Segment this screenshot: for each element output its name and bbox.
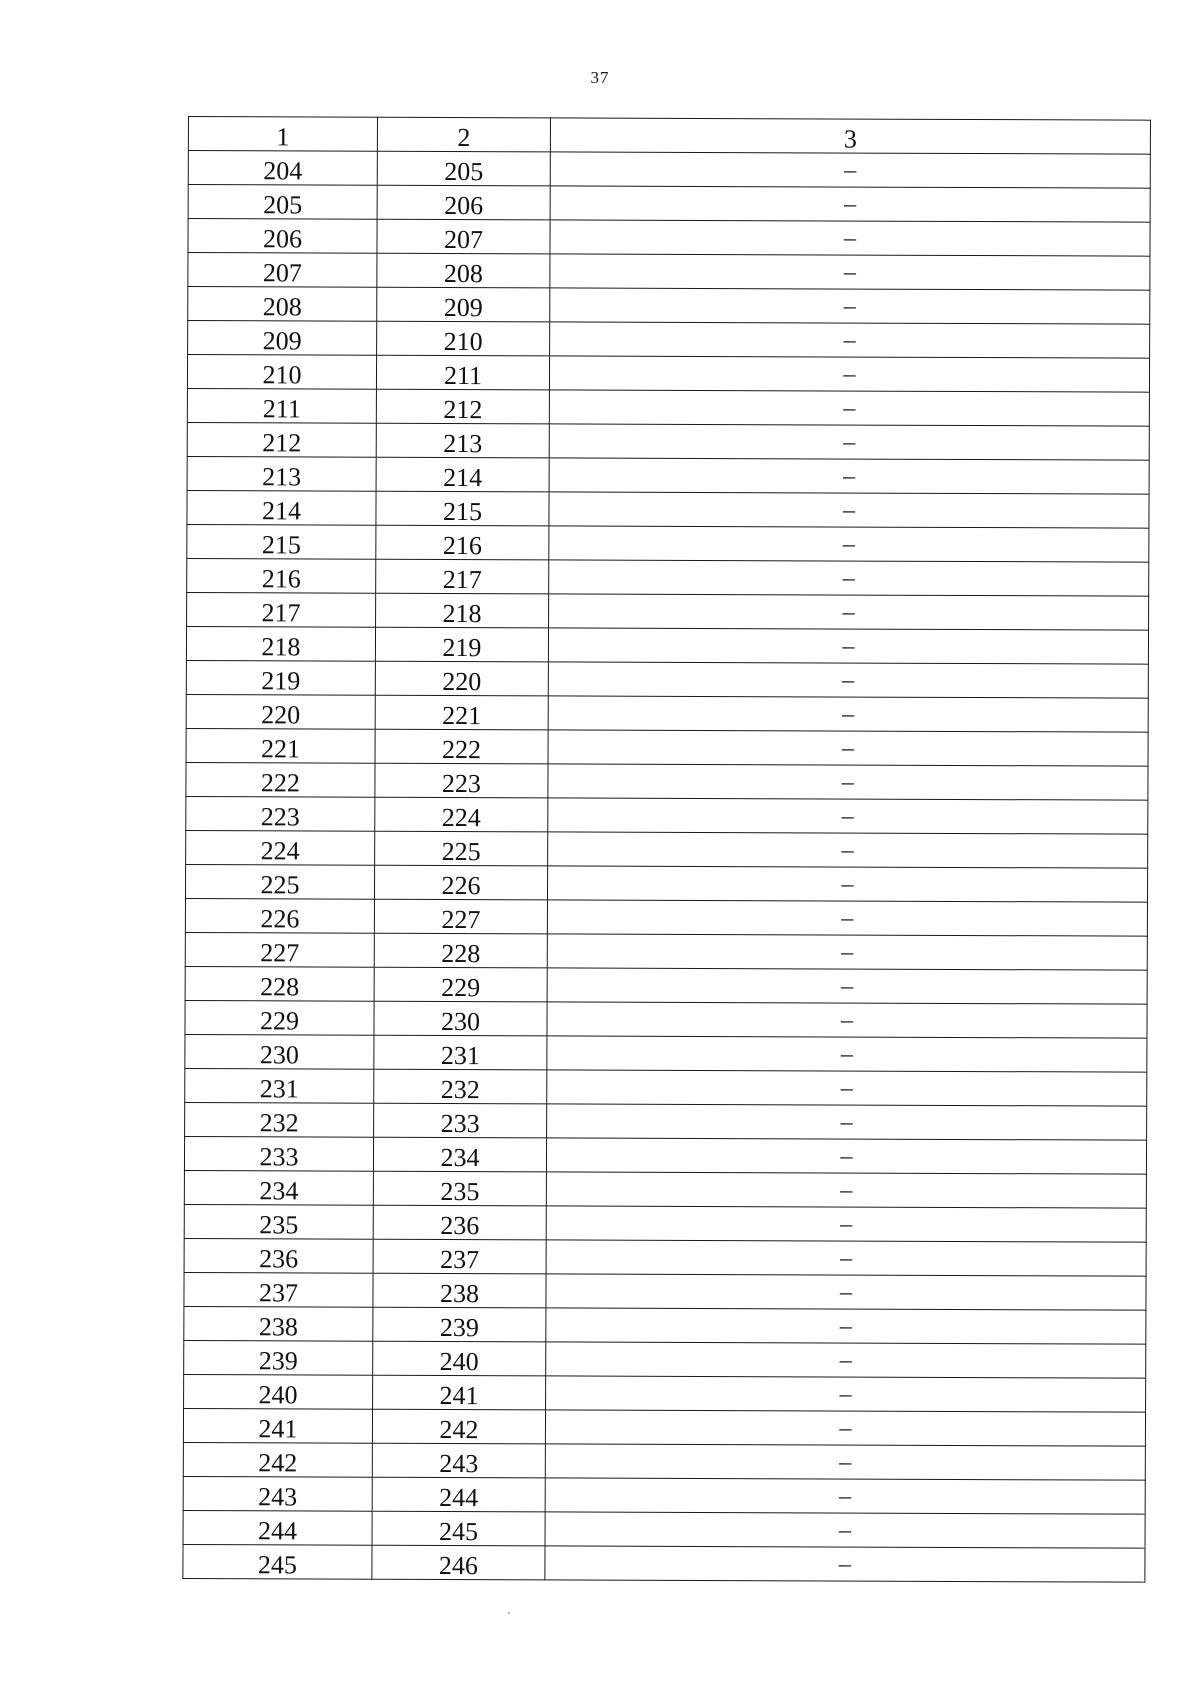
table-cell-value: –: [546, 1206, 1146, 1242]
table-cell-number: 233: [374, 1103, 547, 1138]
table-row: [187, 490, 1149, 528]
table-cell-number: 231: [185, 1068, 374, 1103]
table-row: [187, 558, 1149, 596]
table-cell-value: –: [548, 798, 1148, 834]
table-cell-value: –: [548, 662, 1148, 698]
table-row: [183, 1544, 1145, 1582]
column-header: 2: [377, 117, 550, 152]
table-cell-value: –: [545, 1410, 1145, 1446]
table-cell-number: 215: [187, 524, 376, 559]
page-number: 37: [590, 68, 610, 87]
table-row: [187, 422, 1149, 460]
table-cell-number: 236: [184, 1238, 373, 1273]
table-cell-number: 230: [185, 1034, 374, 1069]
table-cell-number: 211: [376, 355, 549, 390]
table-cell-number: 206: [377, 185, 550, 220]
table-row: [186, 796, 1148, 834]
table-row: [183, 1510, 1145, 1548]
table-row: [188, 185, 1150, 223]
table-row: [186, 728, 1148, 766]
table-row: [184, 1306, 1146, 1344]
table-cell-number: 211: [187, 388, 376, 423]
table-cell-number: 218: [376, 593, 549, 628]
table-cell-value: –: [547, 866, 1147, 902]
table-cell-number: 209: [377, 287, 550, 322]
table-cell-value: –: [549, 492, 1149, 528]
table-row: [187, 456, 1149, 494]
table-cell-number: 223: [186, 796, 375, 831]
table-cell-value: –: [550, 322, 1150, 358]
table-row: [185, 1102, 1147, 1140]
table-row: [185, 932, 1147, 970]
table-row: [184, 1374, 1146, 1412]
table-cell-value: –: [545, 1546, 1145, 1582]
table-cell-number: 237: [373, 1239, 546, 1274]
table-row: [184, 1204, 1146, 1242]
table-cell-number: 226: [185, 898, 374, 933]
table-cell-value: –: [549, 356, 1149, 392]
table-cell-value: –: [549, 390, 1149, 426]
table-cell-number: 210: [377, 321, 550, 356]
table-row: [186, 626, 1148, 664]
table-cell-number: 231: [374, 1035, 547, 1070]
table-cell-number: 223: [375, 763, 548, 798]
table-cell-number: 233: [184, 1136, 373, 1171]
table-cell-number: 239: [373, 1307, 546, 1342]
table-cell-number: 232: [374, 1069, 547, 1104]
table-cell-value: –: [549, 560, 1149, 596]
table-cell-value: –: [546, 1376, 1146, 1412]
table-cell-number: 241: [183, 1408, 372, 1443]
table-cell-value: –: [550, 288, 1150, 324]
table-cell-value: –: [547, 1002, 1147, 1038]
table-cell-number: 214: [376, 457, 549, 492]
table-cell-number: 245: [372, 1511, 545, 1546]
table-cell-value: –: [550, 152, 1150, 188]
table-cell-value: –: [547, 934, 1147, 970]
table-row: [183, 1442, 1145, 1480]
table-cell-value: –: [549, 594, 1149, 630]
column-header: 3: [550, 118, 1150, 154]
table-row: [184, 1238, 1146, 1276]
table-cell-number: 222: [375, 729, 548, 764]
table-cell-value: –: [546, 1172, 1146, 1208]
table-cell-number: 234: [373, 1137, 546, 1172]
table-cell-number: 216: [376, 525, 549, 560]
table-row: [187, 592, 1149, 630]
table-cell-number: 208: [377, 253, 550, 288]
table-row: [188, 321, 1150, 359]
table-row: [186, 830, 1148, 868]
table-cell-number: 219: [186, 660, 375, 695]
data-table: [182, 116, 1151, 1583]
table-cell-number: 221: [375, 695, 548, 730]
table-cell-number: 227: [185, 932, 374, 967]
table-cell-number: 246: [372, 1545, 545, 1580]
table-cell-value: –: [546, 1308, 1146, 1344]
table-header-row: [188, 117, 1150, 155]
table-row: [186, 660, 1148, 698]
table-cell-number: 208: [188, 287, 377, 322]
table-row: [184, 1272, 1146, 1310]
table-cell-number: 209: [188, 321, 377, 356]
table-cell-number: 213: [376, 423, 549, 458]
table-row: [186, 762, 1148, 800]
table-cell-value: –: [547, 968, 1147, 1004]
table-row: [185, 1034, 1147, 1072]
table-cell-value: –: [549, 526, 1149, 562]
table-cell-value: –: [546, 1138, 1146, 1174]
table-row: [183, 1476, 1145, 1514]
table-cell-number: 245: [183, 1544, 372, 1579]
table-cell-value: –: [547, 900, 1147, 936]
table-row: [184, 1136, 1146, 1174]
table-cell-number: 229: [374, 967, 547, 1002]
table-row: [186, 694, 1148, 732]
table-cell-number: 210: [187, 355, 376, 390]
table-cell-number: 238: [184, 1306, 373, 1341]
table-cell-number: 232: [185, 1102, 374, 1137]
table-row: [185, 1068, 1147, 1106]
table-cell-value: –: [550, 220, 1150, 256]
table-row: [188, 219, 1150, 257]
column-header: 1: [188, 117, 377, 152]
table-cell-number: 222: [186, 762, 375, 797]
table-cell-number: 230: [374, 1001, 547, 1036]
table-cell-number: 212: [376, 389, 549, 424]
table-cell-number: 219: [375, 627, 548, 662]
table-cell-number: 235: [373, 1171, 546, 1206]
table-cell-value: –: [548, 696, 1148, 732]
table-cell-value: –: [547, 1104, 1147, 1140]
table-cell-number: 237: [184, 1272, 373, 1307]
table-cell-value: –: [546, 1274, 1146, 1310]
table-cell-value: –: [550, 254, 1150, 290]
table-cell-number: 238: [373, 1273, 546, 1308]
table-cell-number: 244: [183, 1510, 372, 1545]
table-row: [187, 388, 1149, 426]
table-row: [187, 524, 1149, 562]
table-row: [187, 355, 1149, 393]
table-cell-number: 236: [373, 1205, 546, 1240]
table-cell-number: 207: [377, 219, 550, 254]
table-cell-number: 241: [373, 1375, 546, 1410]
table-cell-number: 227: [374, 899, 547, 934]
table-cell-number: 220: [375, 661, 548, 696]
table-cell-number: 215: [376, 491, 549, 526]
table-cell-number: 224: [186, 830, 375, 865]
table-cell-number: 234: [184, 1170, 373, 1205]
table-cell-number: 228: [185, 966, 374, 1001]
table-cell-number: 204: [188, 151, 377, 186]
table-row: [185, 864, 1147, 902]
table-cell-number: 213: [187, 456, 376, 491]
table-cell-number: 243: [372, 1443, 545, 1478]
table-cell-number: 226: [374, 865, 547, 900]
table-cell-number: 225: [375, 831, 548, 866]
table-cell-number: 224: [375, 797, 548, 832]
table-cell-number: 207: [188, 253, 377, 288]
table-cell-number: 239: [184, 1340, 373, 1375]
table-row: [184, 1340, 1146, 1378]
table-row: [184, 1170, 1146, 1208]
data-table-container: [182, 116, 1150, 1583]
table-cell-number: 242: [183, 1442, 372, 1477]
table-cell-number: 206: [188, 219, 377, 254]
table-cell-value: –: [548, 764, 1148, 800]
table-cell-number: 229: [185, 1000, 374, 1035]
table-cell-number: 243: [183, 1476, 372, 1511]
table-cell-number: 235: [184, 1204, 373, 1239]
scan-speck: [508, 1612, 510, 1614]
table-cell-number: 218: [186, 626, 375, 661]
table-cell-value: –: [548, 832, 1148, 868]
table-cell-number: 217: [187, 592, 376, 627]
table-cell-value: –: [545, 1512, 1145, 1548]
table-cell-number: 225: [185, 864, 374, 899]
table-cell-number: 240: [184, 1374, 373, 1409]
table-cell-value: –: [545, 1444, 1145, 1480]
table-cell-number: 220: [186, 694, 375, 729]
table-cell-value: –: [545, 1478, 1145, 1514]
table-row: [183, 1408, 1145, 1446]
table-cell-number: 242: [372, 1409, 545, 1444]
table-cell-value: –: [549, 424, 1149, 460]
table-cell-number: 217: [376, 559, 549, 594]
table-row: [185, 1000, 1147, 1038]
table-cell-number: 205: [188, 185, 377, 220]
table-cell-value: –: [546, 1240, 1146, 1276]
table-cell-number: 244: [372, 1477, 545, 1512]
table-row: [188, 151, 1150, 189]
table-cell-value: –: [550, 186, 1150, 222]
table-cell-number: 221: [186, 728, 375, 763]
table-cell-number: 228: [374, 933, 547, 968]
table-row: [185, 966, 1147, 1004]
table-cell-number: 205: [377, 151, 550, 186]
table-row: [188, 287, 1150, 325]
table-cell-number: 240: [373, 1341, 546, 1376]
table-cell-value: –: [549, 458, 1149, 494]
table-cell-value: –: [546, 1342, 1146, 1378]
table-cell-number: 214: [187, 490, 376, 525]
table-cell-value: –: [547, 1070, 1147, 1106]
table-cell-value: –: [547, 1036, 1147, 1072]
table-cell-number: 216: [187, 558, 376, 593]
table-cell-number: 212: [187, 422, 376, 457]
table-cell-value: –: [548, 628, 1148, 664]
table-row: [185, 898, 1147, 936]
table-cell-value: –: [548, 730, 1148, 766]
table-body: [183, 151, 1150, 1583]
table-row: [188, 253, 1150, 291]
